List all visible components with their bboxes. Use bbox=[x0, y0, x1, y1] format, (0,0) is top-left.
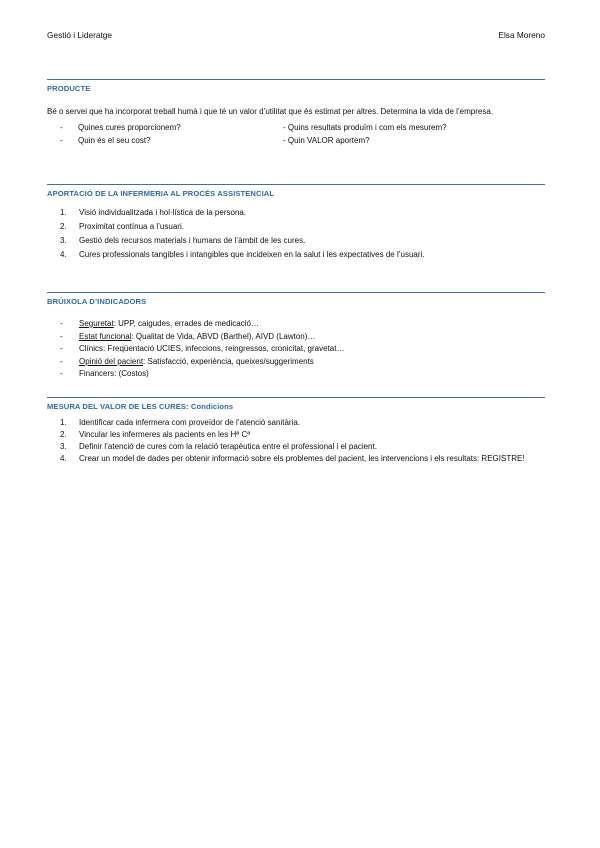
bullet-marker: - bbox=[60, 319, 63, 328]
question-item bbox=[283, 122, 545, 134]
list-number: 4. bbox=[60, 454, 67, 463]
list-item bbox=[47, 248, 545, 262]
section-producte bbox=[47, 79, 545, 147]
section-mesura bbox=[47, 397, 545, 465]
indicator-list bbox=[47, 318, 545, 381]
bullet-marker: - bbox=[60, 344, 63, 353]
section-title-main: MESURA DEL VALOR DE LES CURES: bbox=[47, 402, 189, 411]
question-text: - Quin VALOR aportem? bbox=[283, 136, 370, 145]
list-item bbox=[47, 441, 545, 453]
list-item bbox=[47, 206, 545, 220]
section-title bbox=[47, 402, 545, 411]
indicator-label: Opinió del pacient bbox=[79, 356, 144, 366]
indicator-text: : Satisfacció, experiència, queixes/suggeriments bbox=[143, 356, 314, 366]
indicator-label: Seguretat bbox=[79, 319, 114, 328]
producte-definition: Bé o servei que ha incorporat treball humà i que té un valor d’utilitat que és estimat per altres. Determina la vida de l’empresa. bbox=[47, 107, 494, 116]
list-item bbox=[47, 220, 545, 234]
indicator-item bbox=[47, 331, 545, 344]
list-number: 1. bbox=[60, 208, 67, 217]
indicator-label: Estat funcional bbox=[79, 331, 132, 341]
header-course: Gestió i Lideratge bbox=[47, 30, 113, 40]
list-text: Identificar cada infermera com proveïdor de l’atenció sanitària. bbox=[79, 418, 300, 427]
section-divider bbox=[47, 292, 545, 293]
list-item bbox=[47, 453, 545, 465]
section-divider bbox=[47, 397, 545, 398]
list-item bbox=[47, 234, 545, 248]
list-number: 1. bbox=[60, 418, 67, 427]
list-item bbox=[47, 429, 545, 441]
section-bruixola bbox=[47, 292, 545, 381]
indicator-text: Financers: (Costos) bbox=[79, 369, 149, 378]
indicator-text: Clínics: Freqüentació UCIES, infeccions, reingressos, cronicitat, gravetat… bbox=[79, 344, 345, 353]
list-number: 2. bbox=[60, 222, 67, 231]
aportacio-list bbox=[47, 206, 545, 262]
bullet-marker: - bbox=[60, 136, 63, 145]
list-text: Cures professionals tangibles i intangibles que incideixen en la salut i les expectatives de l’usuari. bbox=[79, 250, 425, 259]
list-text: Proximitat contínua a l’usuari. bbox=[79, 222, 184, 231]
list-text: Gestió dels recursos materials i humans de l’àmbit de les cures. bbox=[79, 236, 306, 245]
bullet-marker: - bbox=[60, 356, 63, 366]
question-text: - Quins resultats produïm i com els mesurem? bbox=[283, 123, 447, 132]
list-text: Vincular les infermeres als pacients en les Hª Cª bbox=[79, 430, 251, 439]
section-divider bbox=[47, 79, 545, 80]
list-number: 4. bbox=[60, 250, 67, 259]
mesura-list bbox=[47, 417, 545, 465]
section-title: PRODUCTE bbox=[47, 84, 91, 93]
bullet-marker: - bbox=[60, 369, 63, 378]
bullet-marker: - bbox=[60, 331, 63, 341]
list-number: 3. bbox=[60, 442, 67, 451]
list-number: 3. bbox=[60, 236, 67, 245]
question-text: Quines cures proporcionem? bbox=[78, 123, 181, 132]
list-text: Definir l’atenció de cures com la relació terapèutica entre el professional i el pacient. bbox=[79, 442, 377, 451]
bullet-marker: - bbox=[60, 123, 63, 132]
indicator-item bbox=[47, 368, 545, 381]
question-text: Quin és el seu cost? bbox=[78, 136, 151, 145]
indicator-item bbox=[47, 356, 545, 369]
indicator-item bbox=[47, 318, 545, 331]
section-title-sub: Condicions bbox=[190, 402, 234, 411]
section-aportacio bbox=[47, 184, 545, 262]
indicator-text: : UPP, caigudes, errades de medicació… bbox=[113, 319, 259, 328]
section-title: BRÚIXOLA D’INDICADORS bbox=[47, 297, 147, 306]
indicator-item bbox=[47, 343, 545, 356]
header-author: Elsa Moreno bbox=[498, 30, 545, 40]
list-text: Visió individualitzada i hol·lística de la persona. bbox=[79, 208, 247, 217]
question-list bbox=[47, 122, 545, 147]
question-item bbox=[47, 122, 283, 134]
indicator-text: : Qualitat de Vida, ABVD (Barthel), AIVD (Lawton)… bbox=[131, 331, 316, 341]
question-item bbox=[283, 135, 545, 147]
section-title: APORTACIÓ DE LA INFERMERIA AL PROCÉS ASSISTENCIAL bbox=[47, 189, 275, 198]
list-text: Crear un model de dades per obtenir informació sobre els problemes del pacient, les intervencions i els resultats: REGISTRE! bbox=[79, 454, 525, 463]
question-item bbox=[47, 135, 283, 147]
section-divider bbox=[47, 184, 545, 185]
list-item bbox=[47, 417, 545, 429]
list-number: 2. bbox=[60, 430, 67, 439]
